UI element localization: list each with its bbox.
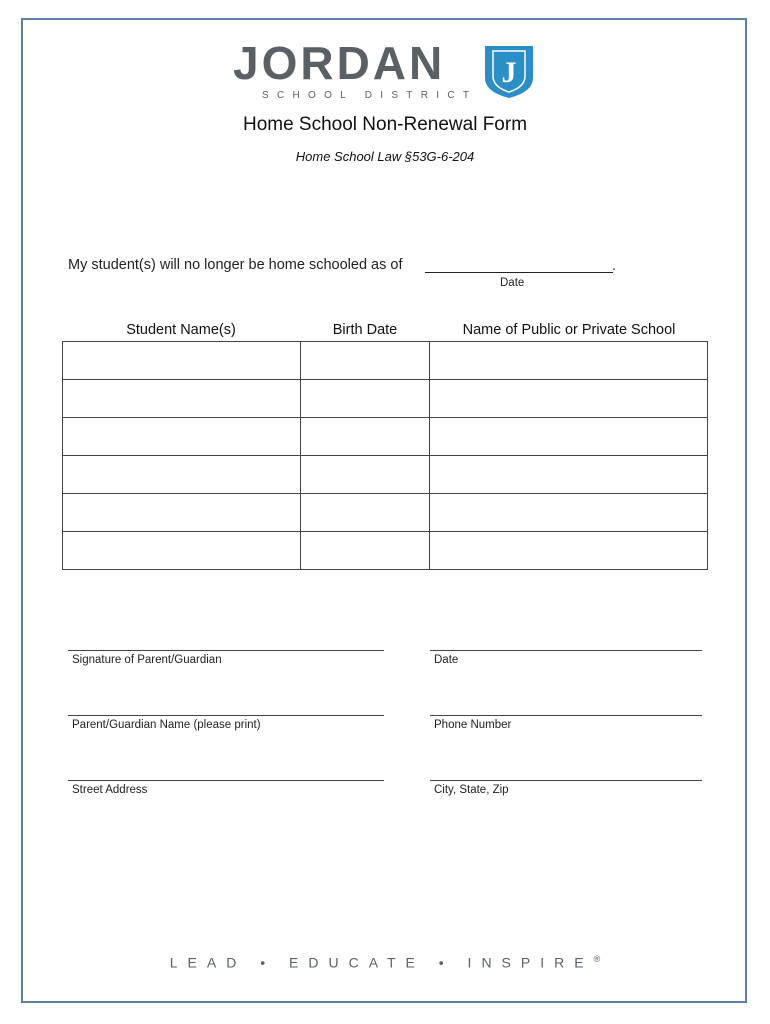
school-name-cell[interactable] [430,342,708,380]
form-title: Home School Non-Renewal Form [242,114,528,135]
street-address-label: Street Address [72,784,148,796]
birth-date-cell[interactable] [300,380,430,418]
school-name-cell[interactable] [430,418,708,456]
column-header-school-name: Name of Public or Private School [462,322,676,338]
school-name-cell[interactable] [430,494,708,532]
student-name-cell[interactable] [63,456,301,494]
student-name-cell[interactable] [63,380,301,418]
student-name-cell[interactable] [63,418,301,456]
logo-letter: J [501,56,517,89]
student-name-cell[interactable] [63,532,301,570]
registered-mark: ® [593,954,601,964]
district-logo-wordmark: JORDAN [233,37,446,89]
guardian-name-label: Parent/Guardian Name (please print) [72,719,261,731]
signature-field[interactable] [68,650,384,651]
column-header-birth-date: Birth Date [332,322,398,338]
birth-date-cell[interactable] [300,532,430,570]
city-state-zip-field[interactable] [430,780,702,781]
phone-number-field[interactable] [430,715,702,716]
jordan-shield-icon [483,44,535,100]
effective-date-field[interactable] [425,272,613,273]
phone-number-label: Phone Number [434,719,512,731]
school-name-cell[interactable] [430,380,708,418]
signature-date-field[interactable] [430,650,702,651]
birth-date-cell[interactable] [300,418,430,456]
footer-tagline [0,954,770,971]
student-name-cell[interactable] [63,342,301,380]
birth-date-cell[interactable] [300,494,430,532]
school-name-cell[interactable] [430,456,708,494]
table-row [63,494,708,532]
signature-date-label: Date [434,654,459,666]
form-subtitle: Home School Law §53G-6-204 [295,149,475,164]
city-state-zip-label: City, State, Zip [434,784,509,796]
tagline-text: LEAD • EDUCATE • INSPIRE [169,954,594,971]
district-logo-subtitle: SCHOOL DISTRICT [262,90,478,101]
signature-label: Signature of Parent/Guardian [72,654,222,666]
guardian-name-field[interactable] [68,715,384,716]
table-row [63,456,708,494]
birth-date-cell[interactable] [300,456,430,494]
table-row [63,418,708,456]
school-name-cell[interactable] [430,532,708,570]
students-table [62,341,708,570]
statement-period: . [612,257,616,273]
street-address-field[interactable] [68,780,384,781]
birth-date-cell[interactable] [300,342,430,380]
effective-date-caption: Date [500,277,525,289]
column-header-student-name: Student Name(s) [126,322,236,338]
table-row [63,380,708,418]
table-row [63,342,708,380]
table-row [63,532,708,570]
non-renewal-statement: My student(s) will no longer be home schooled as of [68,257,403,273]
student-name-cell[interactable] [63,494,301,532]
